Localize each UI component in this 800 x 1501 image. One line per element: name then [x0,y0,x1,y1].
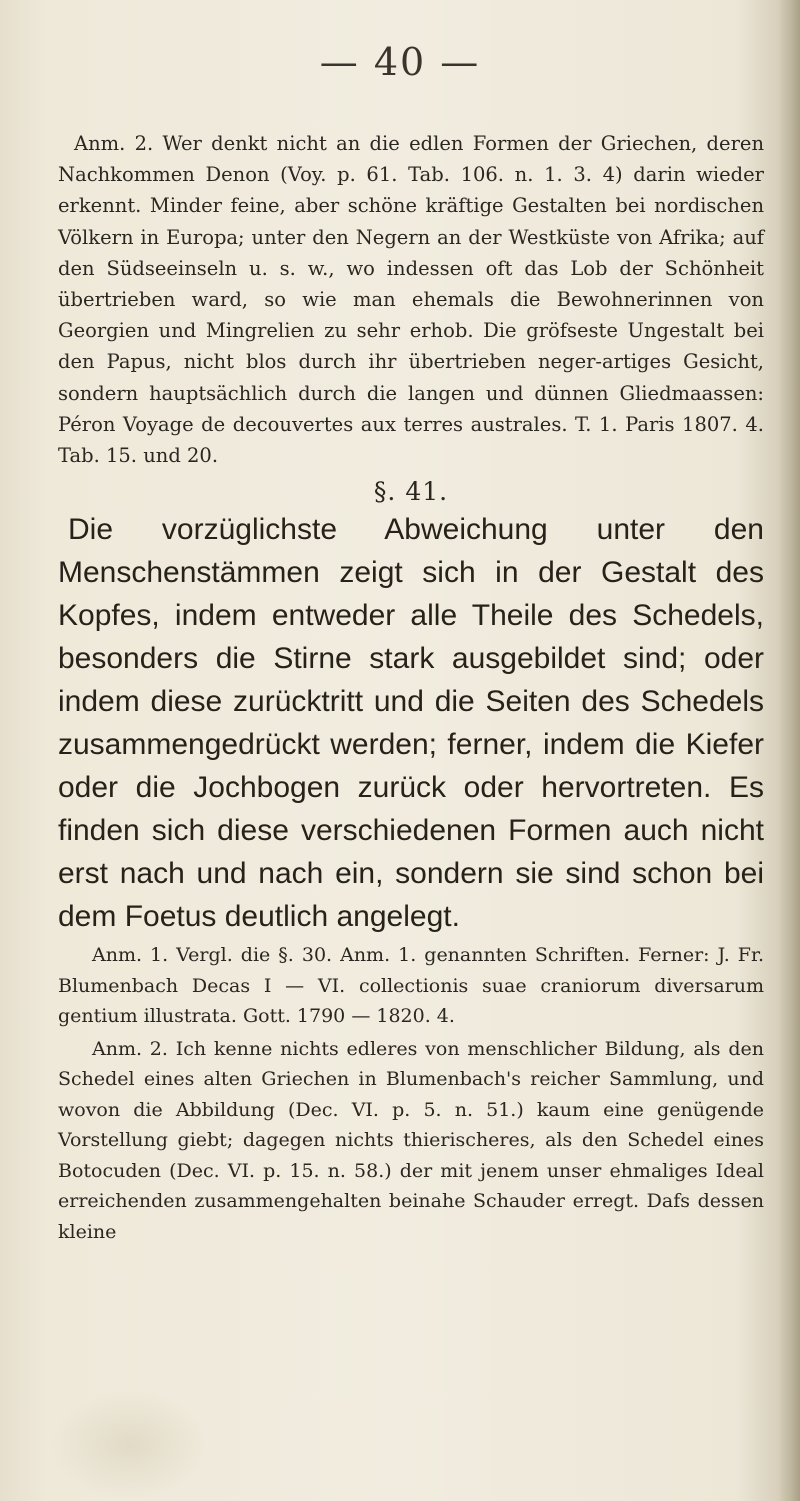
text-block [58,128,764,1247]
page-number: — 40 — [319,40,481,84]
footnote-anm-2: Anm. 2. Ich kenne nichts edleres von menschlicher Bildung, als den Schedel eines alten Griechen in Blumenbach's reicher Sammlung, und wovon die Abbildung (Dec. VI. p. 5. n. 51.) kaum eine genügende Vorstellung giebt; dagegen nichts thierischeres, als den Schedel eines Botocuden (Dec. VI. p. 15. n. 58.) der mit jenem unser ehmaliges Ideal erreichenden zusammengehalten beinahe Schauder erregt. Dafs dessen kleine [58,1037,764,1243]
paper-stain [50,1390,210,1500]
main-paragraph: Die vorzüglichste Abweichung unter den Menschenstämmen zeigt sich in der Gestalt des Kopfes, indem entweder alle Theile des Schedels, besonders die Stirne stark ausgebildet sind; oder indem diese zurücktritt und die Seiten des Schedels zusammengedrückt werden; ferner, indem die Kiefer oder die Jochbogen zurück oder hervortreten. Es finden sich diese verschiedenen Formen auch nicht erst nach und nach ein, sondern sie sind schon bei dem Foetus deutlich angelegt. [58,513,764,934]
section-heading: §. 41. [373,477,449,507]
page-edge-shadow [778,0,800,1501]
footnote-anm-1: Anm. 1. Vergl. die §. 30. Anm. 1. genannten Schriften. Ferner: J. Fr. Blumenbach Decas I — VI. collectionis suae craniorum diversarum gentium illustrata. Gott. 1790 — 1820. 4. [58,944,764,1028]
footnote-anm-2-top: Anm. 2. Wer denkt nicht an die edlen Formen der Griechen, deren Nachkommen Denon (Voy. p. 61. Tab. 106. n. 1. 3. 4) darin wieder erkennt. Minder feine, aber schöne kräftige Gestalten bei nordischen Völkern in Europa; unter den Negern an der Westküste von Afrika; auf den Südseeinseln u. s. w., wo indessen oft das Lob der Schönheit übertrieben ward, so wie man ehemals die Bewohnerinnen von Georgien und Mingrelien zu sehr erhob. Die gröfseste Ungestalt bei den Papus, nicht blos durch ihr übertrieben neger-artiges Gesicht, sondern hauptsächlich durch die langen und dünnen Gliedmaassen: Péron Voyage de decouvertes aux terres australes. T. 1. Paris 1807. 4. Tab. 15. und 20. [58,132,764,468]
